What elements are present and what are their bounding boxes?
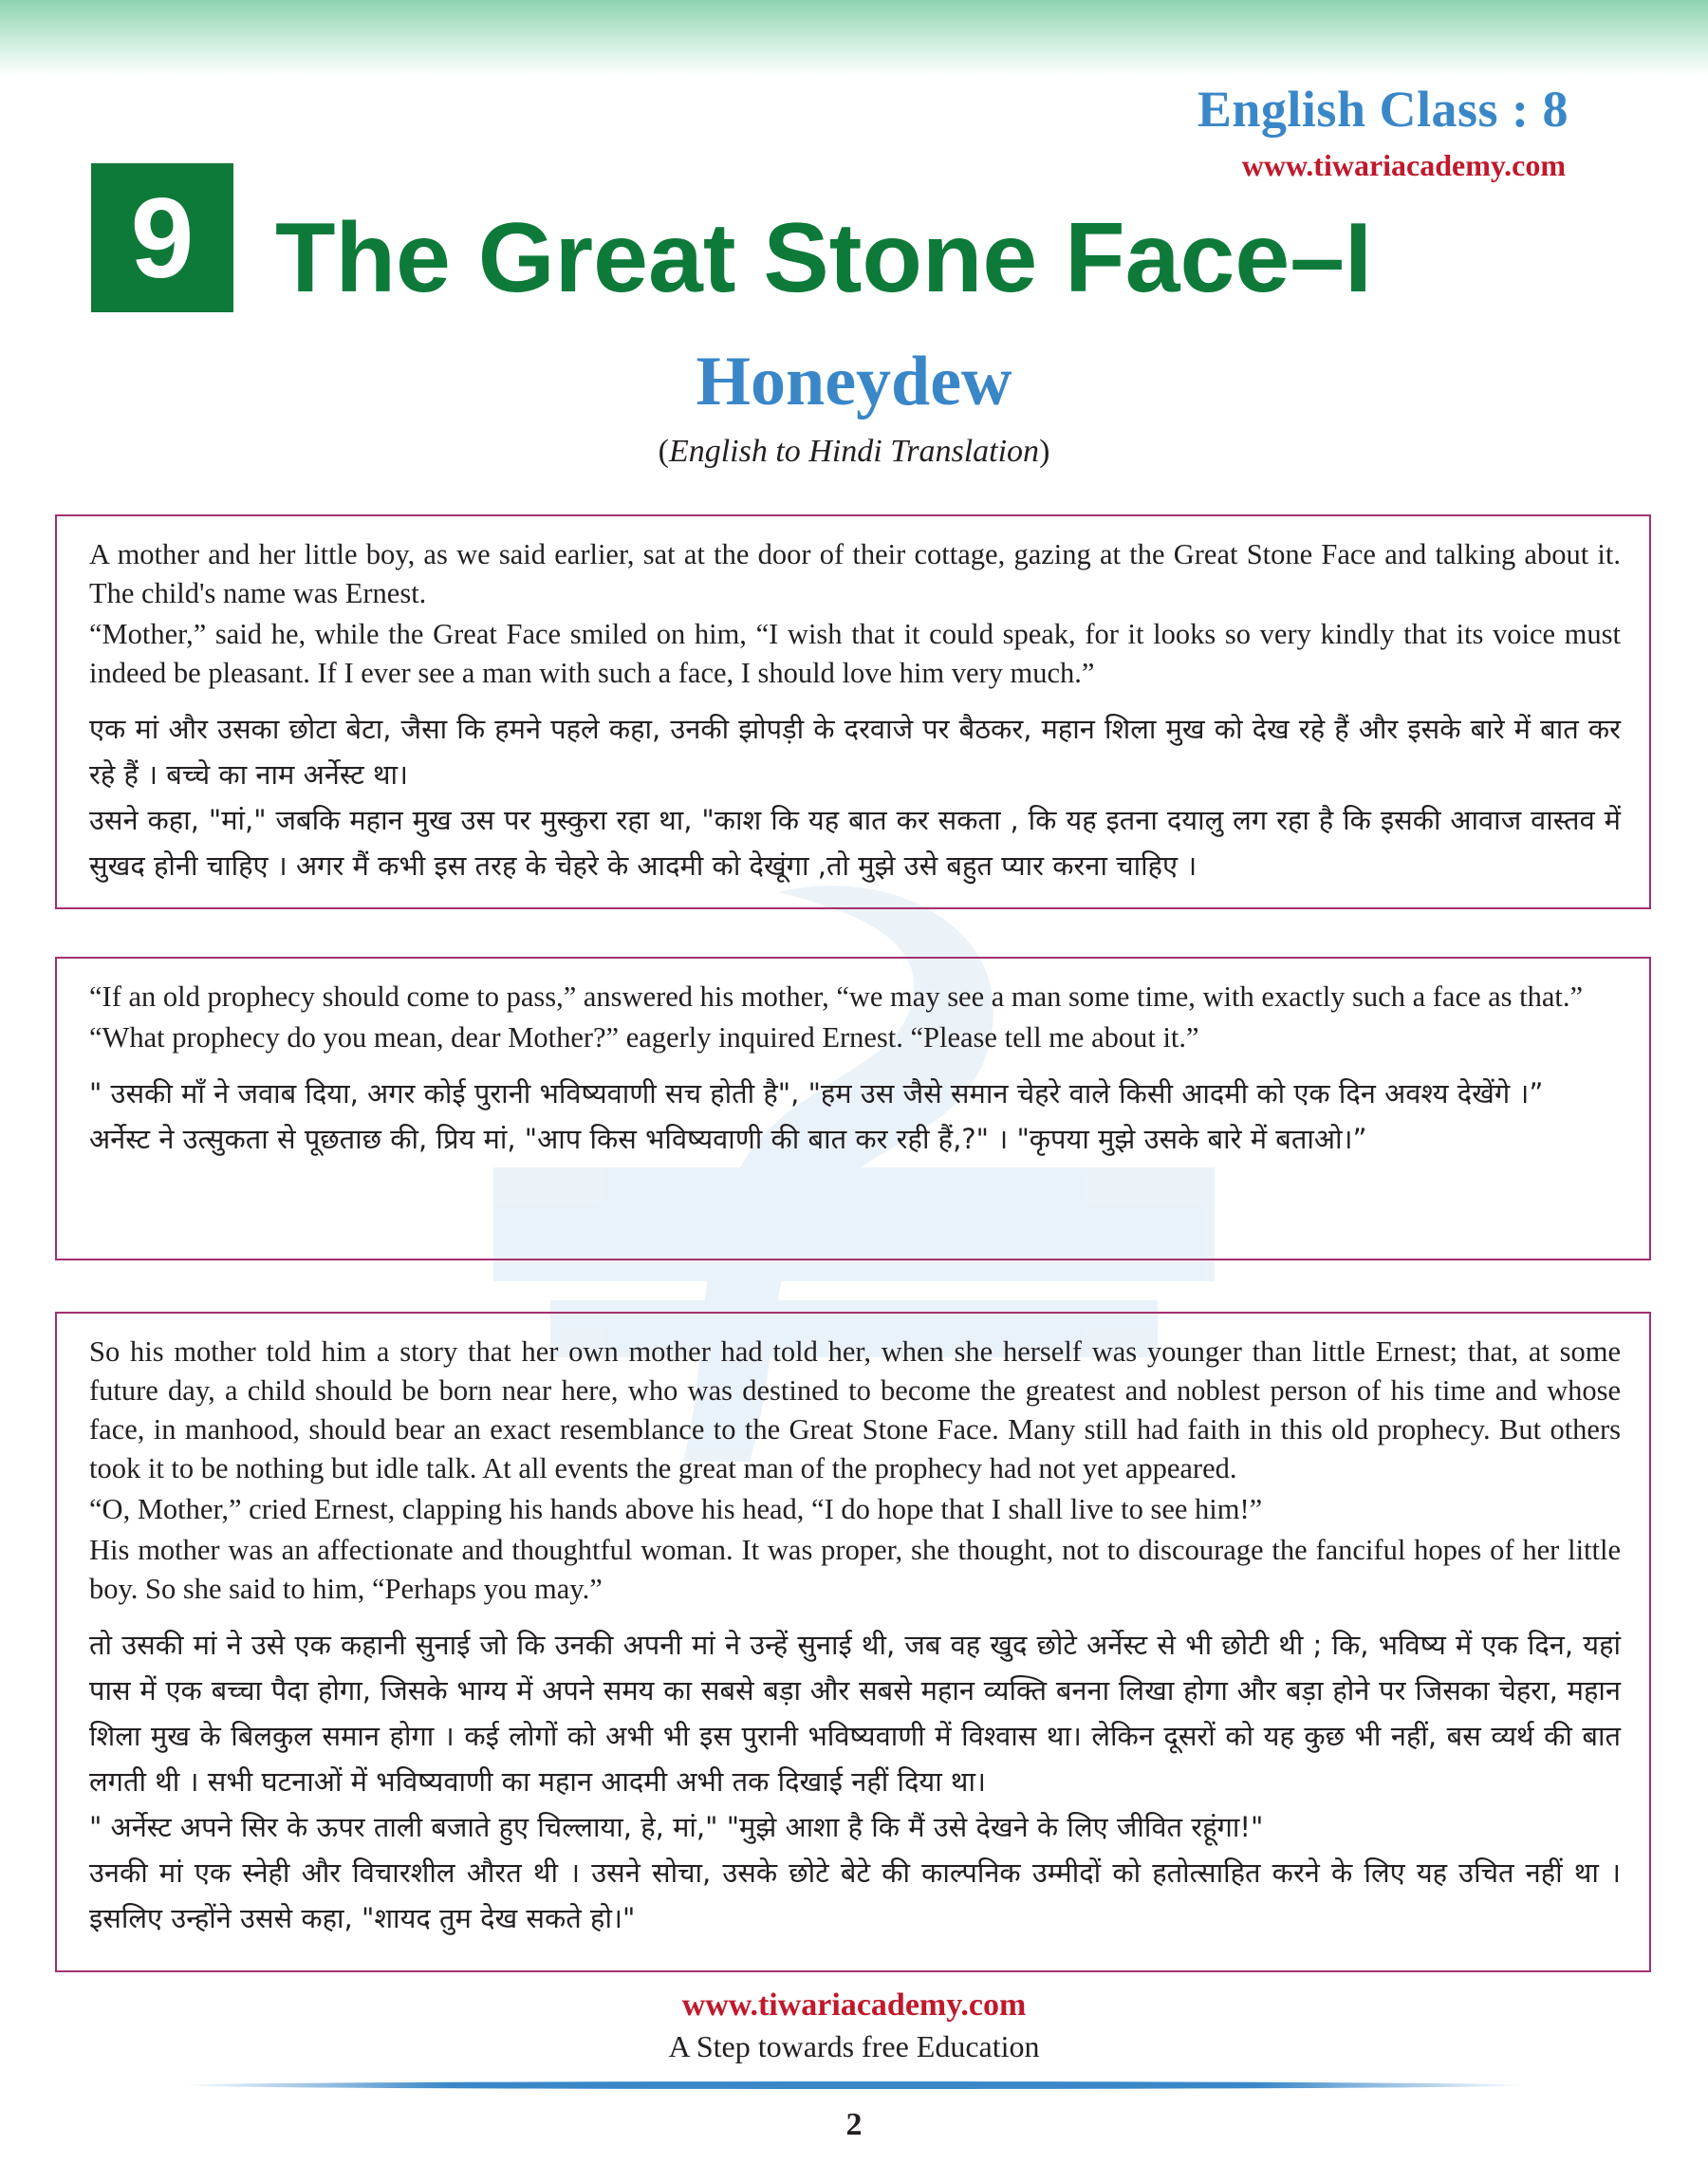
- footer-divider: [180, 2081, 1528, 2089]
- header-gradient-band: [0, 0, 1708, 76]
- chapter-title: The Great Stone Face–I: [275, 203, 1372, 313]
- hindi-paragraph: अर्नेस्ट ने उत्सुकता से पूछताछ की, प्रिय मां, "आप किस भविष्यवाणी की बात कर रही हैं,?" । "कृपया मुझे उसके बारे में बताओ।”: [89, 1123, 1367, 1155]
- english-paragraph: His mother was an affectionate and thoughtful woman. It was proper, she thought, not to discourage the fanciful hopes of her little boy. So she said to him, “Perhaps you may.”: [89, 1534, 1621, 1605]
- english-paragraph: “Mother,” said he, while the Great Face smiled on him, “I wish that it could speak, for it looks so very kindly that its voice must indeed be pleasant. If I ever see a man with such a face, I should love him very much.”: [89, 618, 1621, 689]
- hindi-paragraph: तो उसकी मां ने उसे एक कहानी सुनाई जो कि उनकी अपनी मां ने उन्हें सुनाई थी, जब वह खुद छोटे अर्नेस्ट से भी छोटी थी ; कि, भविष्य में एक दिन, यहां पास में एक बच्चा पैदा होगा, जिसके भाग्य में अपने समय का सबसे बड़ा और सबसे महान व्यक्ति बनना लिखा होगा और बड़ा होने पर जिसका चेहरा, महान शिला मुख के बिलकुल समान होगा । कई लोगों को अभी भी इस पुरानी भविष्यवाणी में विश्वास था। लेकिन दूसरों को यह कुछ भी नहीं, बस व्यर्थ की बात लगती थी । सभी घटनाओं में भविष्यवाणी का महान आदमी अभी तक दिखाई नहीं दिया था।: [89, 1629, 1621, 1798]
- translation-block-2: [55, 957, 1651, 1260]
- translation-block-1: [55, 514, 1651, 909]
- footer-tagline: A Step towards free Education: [668, 2029, 1040, 2063]
- hindi-paragraph: " अर्नेस्ट अपने सिर के ऊपर ताली बजाते हुए चिल्लाया, हे, मां," "मुझे आशा है कि मैं उसे देखने के लिए जीवित रहूंगा!": [89, 1811, 1264, 1843]
- subtitle-close-paren: ): [1039, 434, 1050, 469]
- english-paragraph: So his mother told him a story that her own mother had told her, when she herself was younger than little Ernest; that, at some future day, a child should be born near here, who was destined to become the greatest and noblest person of his time and whose face, in manhood, should bear an exact resemblance to the Great Stone Face. Many still had faith in this old prophecy. But others took it to be nothing but idle talk. At all events the great man of the prophecy had not yet appeared.: [89, 1335, 1621, 1484]
- english-paragraph: A mother and her little boy, as we said earlier, sat at the door of their cottage, gazing at the Great Stone Face and talking about it. The child's name was Ernest.: [89, 538, 1621, 609]
- translation-block-3: [55, 1312, 1651, 1972]
- english-paragraph: “What prophecy do you mean, dear Mother?” eagerly inquired Ernest. “Please tell me about it.”: [89, 1021, 1199, 1054]
- book-title: Honeydew: [696, 343, 1012, 420]
- hindi-paragraph: उसने कहा, "मां," जबकि महान मुख उस पर मुस्कुरा रहा था, "काश कि यह बात कर सकता , कि यह इतना दयालु लग रहा है कि इसकी आवाज वास्तव में सुखद होनी चाहिए । अगर मैं कभी इस तरह के चेहरे के आदमी को देखूंगा ,तो मुझे उसे बहुत प्यार करना चाहिए ।: [89, 804, 1621, 882]
- hindi-paragraph: एक मां और उसका छोटा बेटा, जैसा कि हमने पहले कहा, उनकी झोपड़ी के दरवाजे पर बैठकर, महान शिला मुख को देख रहे हैं और इसके बारे में बात कर रहे हैं । बच्चे का नाम अर्नेस्ट था।: [89, 713, 1621, 791]
- page-number: 2: [845, 2107, 863, 2142]
- class-label: English Class : 8: [1197, 81, 1569, 138]
- header-website-link[interactable]: www.tiwariacademy.com: [1241, 148, 1566, 182]
- hindi-paragraph: उनकी मां एक स्नेही और विचारशील औरत थी । उसने सोचा, उसके छोटे बेटे की काल्पनिक उम्मीदों को हतोत्साहित करने के लिए यह उचित नहीं था । इसलिए उन्होंने उससे कहा, "शायद तुम देख सकते हो।": [89, 1856, 1621, 1934]
- chapter-number-badge: [91, 163, 233, 312]
- english-paragraph: “O, Mother,” cried Ernest, clapping his hands above his head, “I do hope that I shall live to see him!”: [89, 1493, 1263, 1525]
- chapter-number: 9: [130, 174, 195, 302]
- english-paragraph: “If an old prophecy should come to pass,” answered his mother, “we may see a man some time, with exactly such a face as that.”: [89, 980, 1584, 1013]
- subtitle-text: English to Hindi Translation: [668, 434, 1040, 469]
- footer-website-link[interactable]: www.tiwariacademy.com: [681, 1987, 1027, 2023]
- hindi-paragraph: " उसकी माँ ने जवाब दिया, अगर कोई पुरानी भविष्यवाणी सच होती है", "हम उस जैसे समान चेहरे वाले किसी आदमी को एक दिन अवश्य देखेंगे ।”: [89, 1077, 1544, 1110]
- subtitle: [0, 434, 1708, 470]
- subtitle-open-paren: (: [658, 434, 669, 469]
